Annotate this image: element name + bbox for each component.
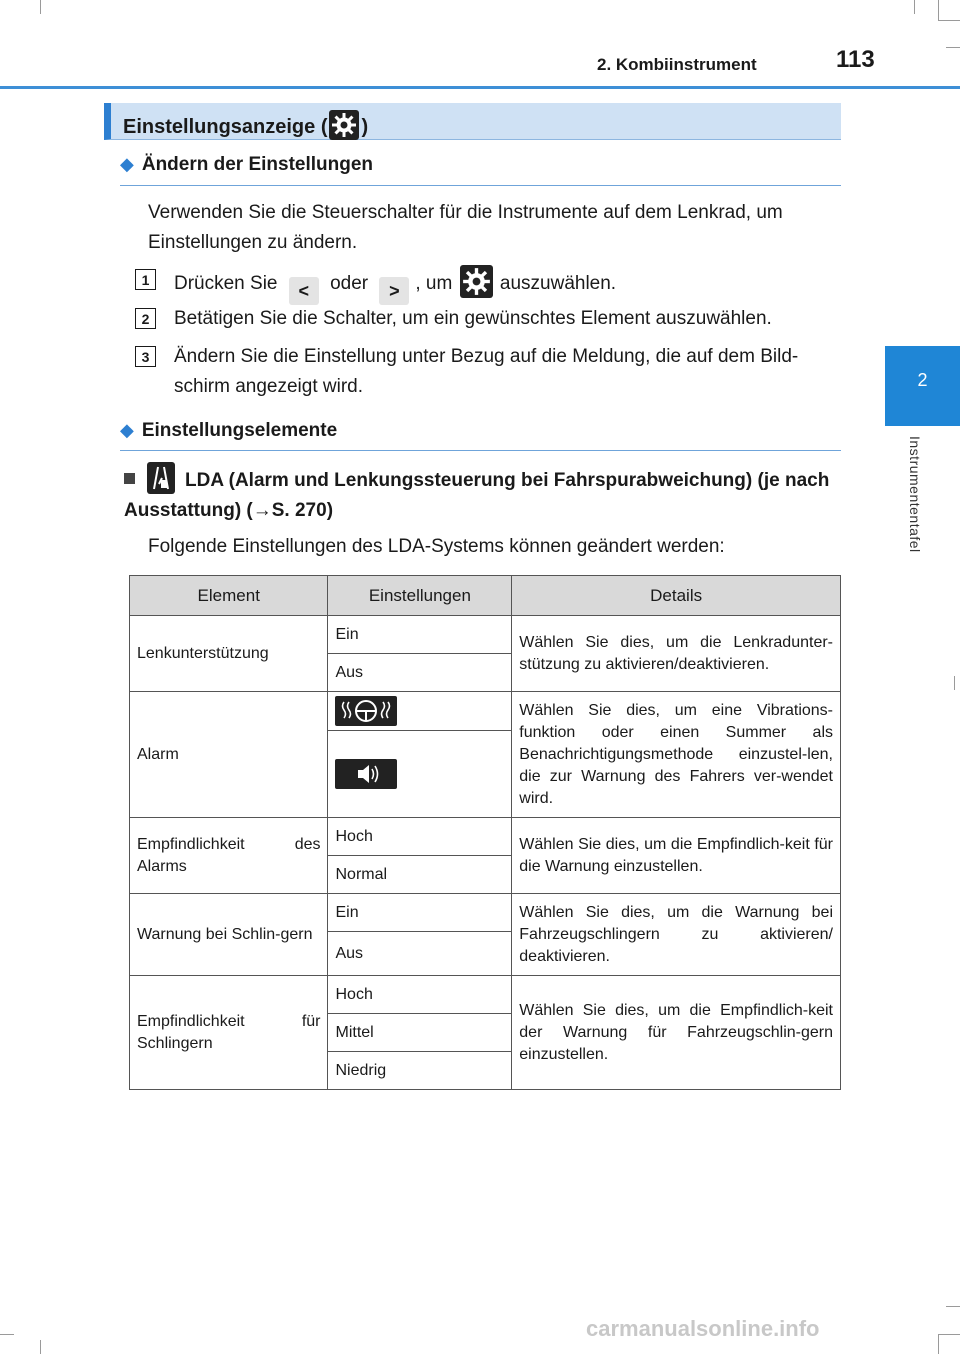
step-text bbox=[174, 265, 839, 305]
table-cell-element: Empfindlichkeit des Alarms bbox=[130, 818, 328, 894]
chapter-tab-label: Instrumententafel bbox=[907, 436, 923, 553]
step-text: Ändern Sie die Einstellung unter Bezug auf die Meldung, die auf dem Bild-schirm angezeigt wird. bbox=[174, 346, 799, 397]
table-header-cell: Details bbox=[512, 576, 841, 616]
table-cell-details: Wählen Sie dies, um die Lenkradunter-stützung zu aktivieren/deaktivieren. bbox=[512, 616, 841, 692]
lda-item-heading-text: LDA (Alarm und Lenkungssteuerung bei Fahrspurabweichung) (je nach Ausstattung) (→S. 270) bbox=[124, 470, 830, 521]
subsection-heading-text: Einstellungselemente bbox=[141, 420, 338, 441]
crop-mark bbox=[946, 1306, 960, 1307]
steering-vibration-icon bbox=[335, 696, 397, 726]
square-bullet-icon bbox=[124, 473, 135, 484]
crop-mark bbox=[954, 676, 955, 690]
gear-icon bbox=[329, 110, 359, 140]
subsection-heading-change-settings bbox=[120, 154, 373, 176]
step-text-part: , um bbox=[415, 273, 453, 294]
left-arrow-key-icon: < bbox=[289, 277, 319, 305]
table-cell-details: Wählen Sie dies, um die Empfindlich-keit für die Warnung einzustellen. bbox=[512, 818, 841, 894]
lane-departure-icon bbox=[147, 462, 175, 494]
table-cell-element: Warnung bei Schlin-gern bbox=[130, 894, 328, 976]
table-cell-setting: Hoch bbox=[328, 818, 512, 856]
section-title-bar bbox=[104, 103, 841, 140]
header-rule bbox=[0, 86, 960, 89]
lda-item-heading bbox=[124, 462, 839, 526]
crop-mark bbox=[0, 1334, 14, 1335]
diamond-bullet-icon: ◆ bbox=[120, 420, 134, 440]
subsection-heading-setting-items bbox=[120, 420, 337, 442]
step-text-part: oder bbox=[330, 273, 369, 294]
step-text-part: Drücken Sie bbox=[174, 273, 278, 294]
table-header-cell: Einstellungen bbox=[328, 576, 512, 616]
right-arrow-key-icon: > bbox=[379, 277, 409, 305]
crop-mark bbox=[40, 1340, 41, 1354]
table-cell-setting: Aus bbox=[328, 654, 512, 692]
step-number: 1 bbox=[135, 269, 156, 290]
table-header-cell: Element bbox=[130, 576, 328, 616]
table-cell-setting: Normal bbox=[328, 856, 512, 894]
chapter-tab bbox=[885, 346, 960, 426]
table-cell-setting: Hoch bbox=[328, 976, 512, 1014]
step-number: 3 bbox=[135, 346, 156, 367]
gear-icon bbox=[460, 265, 493, 298]
crop-mark bbox=[914, 0, 915, 14]
crop-mark bbox=[938, 1334, 939, 1354]
crop-mark bbox=[40, 0, 41, 14]
table-cell-details: Wählen Sie dies, um eine Vibrations-funktion oder einen Summer als Benachrichtigungsmethode einzustel-len, die zur Warnung des Fahrers ver-wendet wird. bbox=[512, 692, 841, 818]
table-cell-element: Lenkunterstützung bbox=[130, 616, 328, 692]
step-number: 2 bbox=[135, 308, 156, 329]
settings-table bbox=[129, 575, 841, 1090]
table-row bbox=[130, 818, 841, 856]
page-number: 113 bbox=[836, 46, 875, 73]
table-cell-details: Wählen Sie dies, um die Empfindlich-keit der Warnung für Fahrzeugschlin-gern einzustellen. bbox=[512, 976, 841, 1090]
watermark: carmanualsonline.info bbox=[586, 1316, 820, 1341]
table-cell-element: Alarm bbox=[130, 692, 328, 818]
table-cell-setting bbox=[328, 692, 512, 731]
table-cell-setting: Niedrig bbox=[328, 1052, 512, 1090]
section-title-text: Einstellungsanzeige ( bbox=[123, 116, 328, 138]
crop-mark bbox=[938, 0, 939, 20]
table-cell-setting: Ein bbox=[328, 894, 512, 932]
intro-paragraph: Verwenden Sie die Steuerschalter für die Instrumente auf dem Lenkrad, um Einstellungen zu ändern. bbox=[148, 202, 783, 253]
table-row bbox=[130, 616, 841, 654]
crop-mark bbox=[938, 1334, 960, 1335]
diamond-bullet-icon: ◆ bbox=[120, 154, 134, 174]
subsection-heading-text: Ändern der Einstellungen bbox=[141, 154, 374, 175]
lda-intro-paragraph: Folgende Einstellungen des LDA-Systems können geändert werden: bbox=[148, 536, 725, 557]
chapter-tab-number: 2 bbox=[917, 370, 928, 390]
table-cell-details: Wählen Sie dies, um die Warnung bei Fahrzeugschlingern zu aktivieren/ deaktivieren. bbox=[512, 894, 841, 976]
table-row bbox=[130, 692, 841, 731]
table-cell-setting: Aus bbox=[328, 932, 512, 976]
section-title-close: ) bbox=[361, 116, 369, 138]
subsection-rule bbox=[120, 450, 841, 451]
table-cell-setting: Mittel bbox=[328, 1014, 512, 1052]
step-text: Betätigen Sie die Schalter, um ein gewünschtes Element auszuwählen. bbox=[174, 308, 772, 329]
table-row bbox=[130, 894, 841, 932]
crop-mark bbox=[946, 47, 960, 48]
table-header-row bbox=[130, 576, 841, 616]
buzzer-icon bbox=[335, 759, 397, 789]
subsection-rule bbox=[120, 185, 841, 186]
table-cell-setting bbox=[328, 731, 512, 818]
section-title bbox=[123, 110, 368, 140]
step-text-part: auszuwählen. bbox=[499, 273, 617, 294]
running-header-section: 2. Kombiinstrument bbox=[597, 55, 757, 74]
table-cell-setting: Ein bbox=[328, 616, 512, 654]
crop-mark bbox=[938, 20, 960, 21]
table-row bbox=[130, 976, 841, 1014]
table-cell-element: Empfindlichkeit für Schlingern bbox=[130, 976, 328, 1090]
